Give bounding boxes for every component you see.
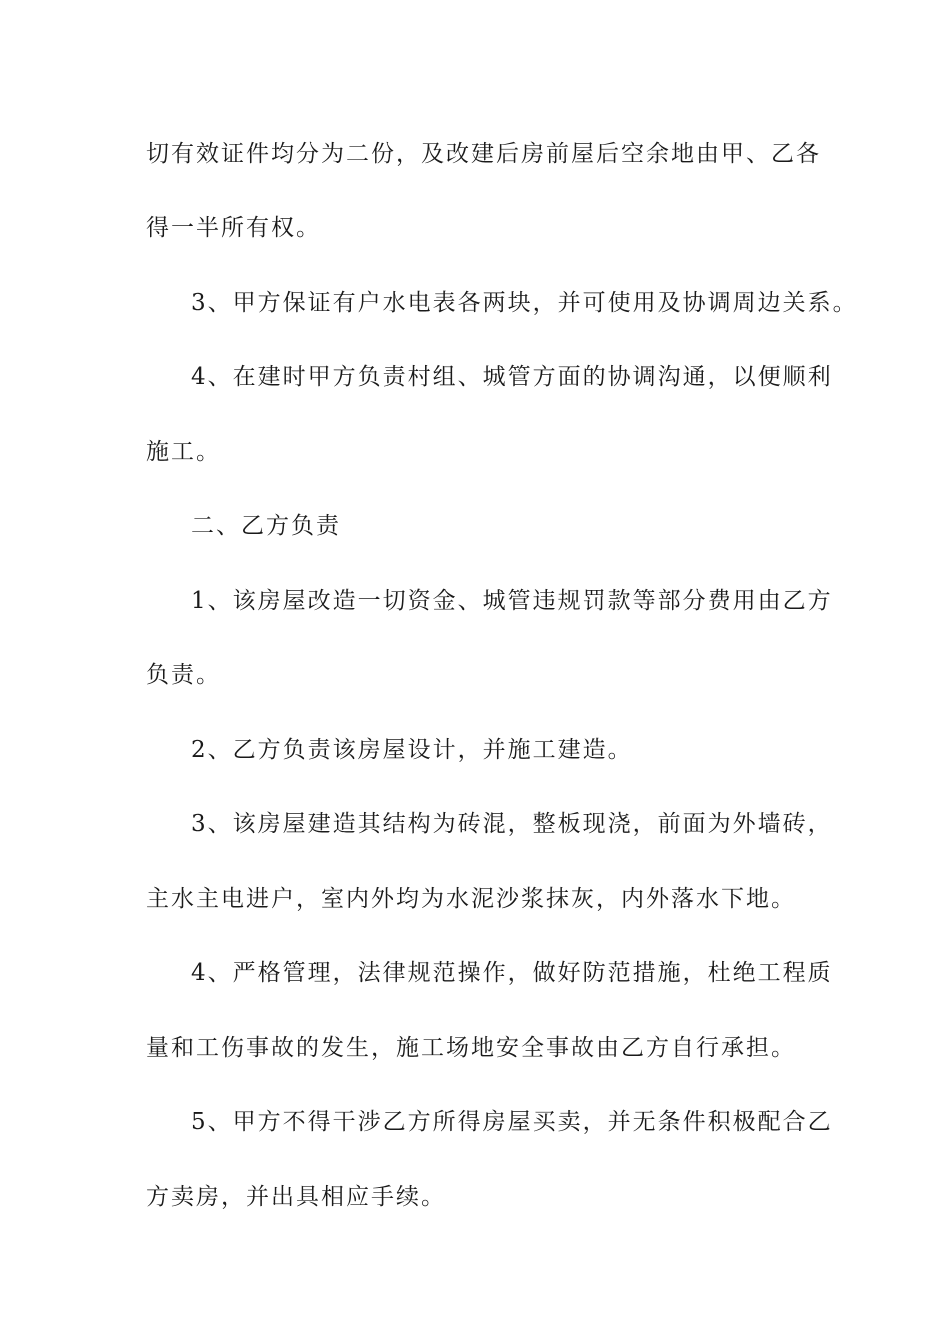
clause-party-b-1: 1、该房屋改造一切资金、城管违规罚款等部分费用由乙方 [191, 588, 833, 614]
clause-party-b-4-continued: 量和工伤事故的发生，施工场地安全事故由乙方自行承担。 [146, 1035, 796, 1061]
clause-party-b-5-continued: 方卖房，并出具相应手续。 [146, 1184, 446, 1210]
clause-party-b-3-continued: 主水主电进户，室内外均为水泥沙浆抹灰，内外落水下地。 [146, 886, 796, 912]
clause-party-b-4: 4、严格管理，法律规范操作，做好防范措施，杜绝工程质 [191, 960, 833, 986]
clause-party-b-1-continued: 负责。 [146, 662, 221, 688]
clause-party-a-4: 4、在建时甲方负责村组、城管方面的协调沟通，以便顺利 [191, 364, 833, 390]
clause-party-b-2: 2、乙方负责该房屋设计，并施工建造。 [191, 737, 633, 763]
clause-party-b-5: 5、甲方不得干涉乙方所得房屋买卖，并无条件积极配合乙 [191, 1109, 833, 1135]
section-heading-party-b: 二、乙方负责 [191, 513, 341, 539]
clause-party-a-3: 3、甲方保证有户水电表各两块，并可使用及协调周边关系。 [191, 290, 858, 316]
clause-party-b-3: 3、该房屋建造其结构为砖混，整板现浇，前面为外墙砖， [191, 811, 833, 837]
continued-line-equal-share: 切有效证件均分为二份，及改建后房前屋后空余地由甲、乙各 [146, 141, 821, 167]
continued-line-ownership: 得一半所有权。 [146, 215, 321, 241]
clause-party-a-4-continued: 施工。 [146, 439, 221, 465]
